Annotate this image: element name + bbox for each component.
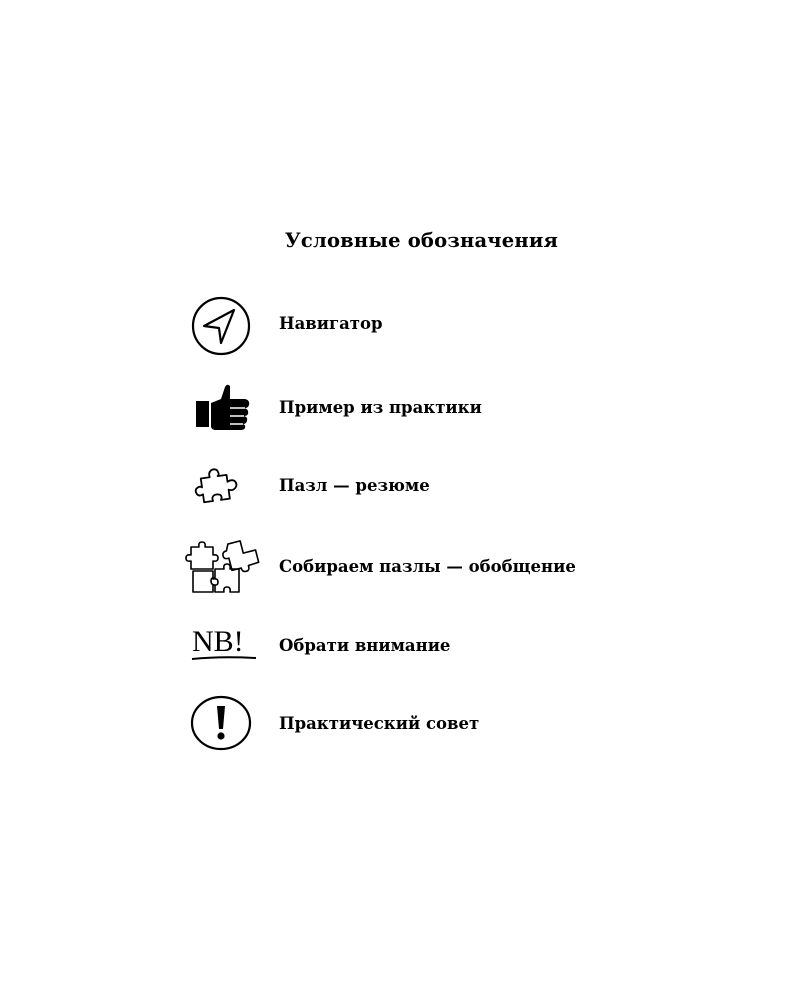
legend-item-nb [0,615,800,695]
legend-label-nb: Обрати внимание [279,636,451,655]
puzzle-assembly-icon [183,539,263,595]
page-title: Условные обозначения [284,229,559,252]
nb-note-icon [190,623,260,665]
navigator-arrow-icon [190,295,252,357]
legend-label-puzzle-assembly: Собираем пазлы — обобщение [279,557,576,576]
thumbs-up-icon [194,383,252,431]
legend-item-practical-tip [0,690,800,770]
legend-label-practice-example: Пример из практики [279,398,482,417]
exclamation-circle-icon [190,694,252,752]
legend-item-puzzle-assembly [0,535,800,615]
svg-text:NB!: NB! [192,625,244,658]
legend-label-navigator: Навигатор [279,314,383,333]
puzzle-piece-icon [194,466,244,508]
legend-label-puzzle-summary: Пазл — резюме [279,476,430,495]
legend-item-navigator [0,290,800,370]
legend-item-practice-example [0,375,800,455]
legend-item-puzzle-summary [0,460,800,540]
legend-label-practical-tip: Практический совет [279,714,480,733]
